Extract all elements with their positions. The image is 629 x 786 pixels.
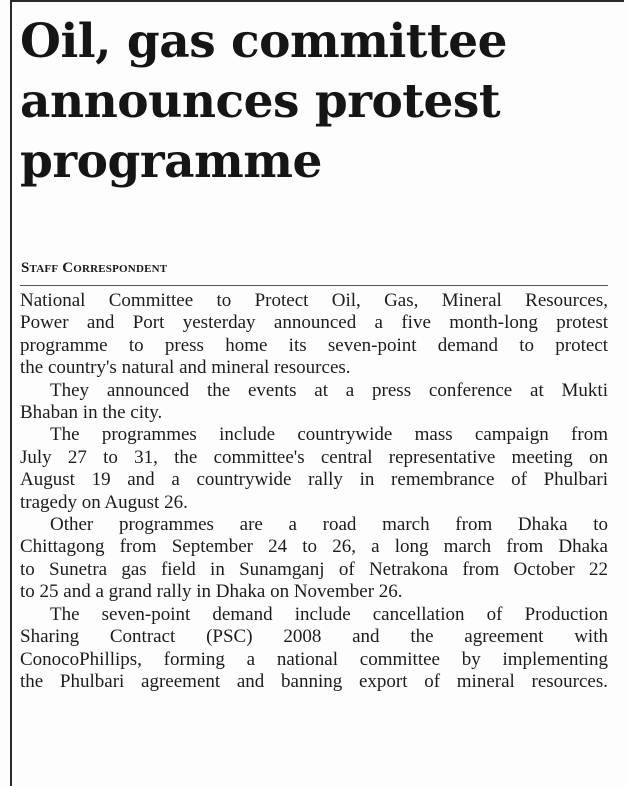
- body-line: July 27 to 31, the committee's central representative meeting on: [20, 446, 608, 468]
- body-line: tragedy on August 26.: [20, 491, 188, 513]
- body-line: Sharing Contract (PSC) 2008 and the agreement with: [20, 626, 608, 648]
- body-line: the country's natural and mineral resources.: [20, 357, 351, 379]
- body-line: The programmes include countrywide mass campaign from: [50, 424, 608, 446]
- body-line: Power and Port yesterday announced a five month-long protest: [20, 312, 608, 334]
- article-body: [20, 290, 608, 693]
- paragraph: [20, 424, 608, 514]
- top-border-rule: [10, 0, 624, 2]
- body-line: to Sunetra gas field in Sunamganj of Netrakona from October 22: [20, 558, 608, 580]
- body-line: the Phulbari agreement and banning export of mineral resources.: [20, 670, 608, 692]
- body-line: They announced the events at a press conference at Mukti: [50, 379, 608, 401]
- body-line: ConocoPhillips, forming a national committee by implementing: [20, 648, 608, 670]
- paragraph: [20, 604, 608, 694]
- body-line: Chittagong from September 24 to 26, a long march from Dhaka: [20, 536, 608, 558]
- body-line: Bhaban in the city.: [20, 402, 163, 424]
- paragraph: [20, 514, 608, 604]
- body-line: August 19 and a countrywide rally in remembrance of Phulbari: [20, 469, 608, 491]
- headline-line: programme: [20, 134, 322, 189]
- headline: [20, 12, 620, 192]
- body-line: The seven-point demand include cancellation of Production: [50, 603, 608, 625]
- left-border-rule: [10, 0, 12, 786]
- body-line: to 25 and a grand rally in Dhaka on November 26.: [20, 581, 403, 603]
- paragraph: [20, 380, 608, 425]
- headline-line: announces protest: [20, 74, 501, 129]
- byline-divider: [20, 285, 608, 286]
- body-line: Other programmes are a road march from Dhaka to: [50, 514, 608, 536]
- byline: Staff Correspondent: [21, 260, 168, 276]
- headline-line: Oil, gas committee: [20, 14, 508, 69]
- body-line: National Committee to Protect Oil, Gas, Mineral Resources,: [20, 290, 608, 311]
- body-line: programme to press home its seven-point demand to protect: [20, 334, 608, 356]
- paragraph: [20, 290, 608, 380]
